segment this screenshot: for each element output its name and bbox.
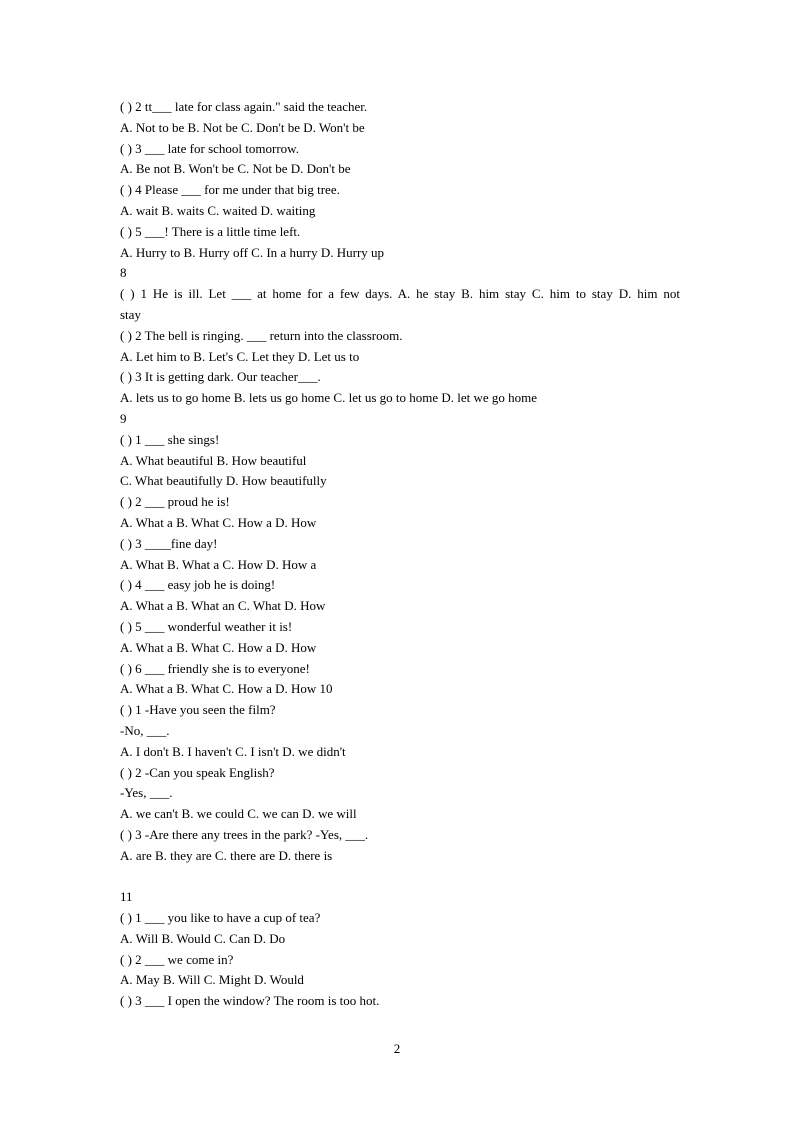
question-line: ( ) 2 ___ we come in? — [120, 951, 234, 967]
question-line: ( ) 3 ___ late for school tomorrow. — [120, 140, 299, 156]
section-number: 11 — [120, 889, 133, 905]
question-line: ( ) 1 He is ill. Let ___ at home for a few days. A. he stay B. him stay C. him to stay D. him not — [120, 286, 680, 302]
options-line: A. we can't B. we could C. we can D. we will — [120, 806, 357, 822]
question-line: ( ) 3 -Are there any trees in the park? -Yes, ___. — [120, 826, 369, 842]
options-line: A. What a B. What C. How a D. How 10 — [120, 681, 333, 697]
options-line: A. Be not B. Won't be C. Not be D. Don't be — [120, 161, 351, 177]
answer-line: -No, ___. — [120, 722, 170, 738]
page-number: 2 — [393, 1041, 401, 1056]
document-body — [120, 97, 680, 1012]
options-line: A. are B. they are C. there are D. there is — [120, 847, 333, 863]
options-line: A. What beautiful B. How beautiful — [120, 452, 307, 468]
question-line: ( ) 1 -Have you seen the film? — [120, 702, 276, 718]
question-line: ( ) 3 ___ I open the window? The room is too hot. — [120, 993, 380, 1009]
question-line: ( ) 5 ___! There is a little time left. — [120, 223, 301, 239]
section-number: 8 — [120, 265, 127, 281]
options-line: A. May B. Will C. Might D. Would — [120, 972, 304, 988]
options-line: A. Hurry to B. Hurry off C. In a hurry D. Hurry up — [120, 244, 385, 260]
options-line: A. wait B. waits C. waited D. waiting — [120, 202, 316, 218]
question-line: ( ) 2 tt___ late for class again." said the teacher. — [120, 99, 368, 114]
question-line: ( ) 2 The bell is ringing. ___ return into the classroom. — [120, 327, 403, 343]
options-line: A. What B. What a C. How D. How a — [120, 556, 317, 572]
options-line: A. Not to be B. Not be C. Don't be D. Won't be — [120, 119, 365, 135]
question-line: ( ) 2 ___ proud he is! — [120, 494, 230, 510]
question-line: ( ) 2 -Can you speak English? — [120, 764, 275, 780]
blank-line — [120, 866, 680, 887]
options-line: A. What a B. What C. How a D. How — [120, 639, 317, 655]
question-line: ( ) 3 It is getting dark. Our teacher___. — [120, 369, 321, 385]
question-line: ( ) 5 ___ wonderful weather it is! — [120, 618, 293, 634]
options-line: A. What a B. What an C. What D. How — [120, 598, 326, 614]
question-line: ( ) 4 ___ easy job he is doing! — [120, 577, 276, 593]
question-line: ( ) 1 ___ she sings! — [120, 431, 220, 447]
options-line: A. Will B. Would C. Can D. Do — [120, 930, 286, 946]
options-line: A. What a B. What C. How a D. How — [120, 514, 317, 530]
options-line: C. What beautifully D. How beautifully — [120, 473, 327, 489]
question-line: ( ) 3 ____fine day! — [120, 535, 218, 551]
options-line: A. Let him to B. Let's C. Let they D. Let us to — [120, 348, 360, 364]
answer-line: -Yes, ___. — [120, 785, 173, 801]
options-line: A. I don't B. I haven't C. I isn't D. we didn't — [120, 743, 346, 759]
question-line: ( ) 6 ___ friendly she is to everyone! — [120, 660, 310, 676]
section-number: 9 — [120, 410, 127, 426]
question-line-continuation: stay — [120, 306, 141, 322]
question-line: ( ) 4 Please ___ for me under that big tree. — [120, 182, 340, 198]
question-line: ( ) 1 ___ you like to have a cup of tea? — [120, 910, 321, 926]
options-line: A. lets us to go home B. lets us go home C. let us go to home D. let we go home — [120, 390, 538, 406]
